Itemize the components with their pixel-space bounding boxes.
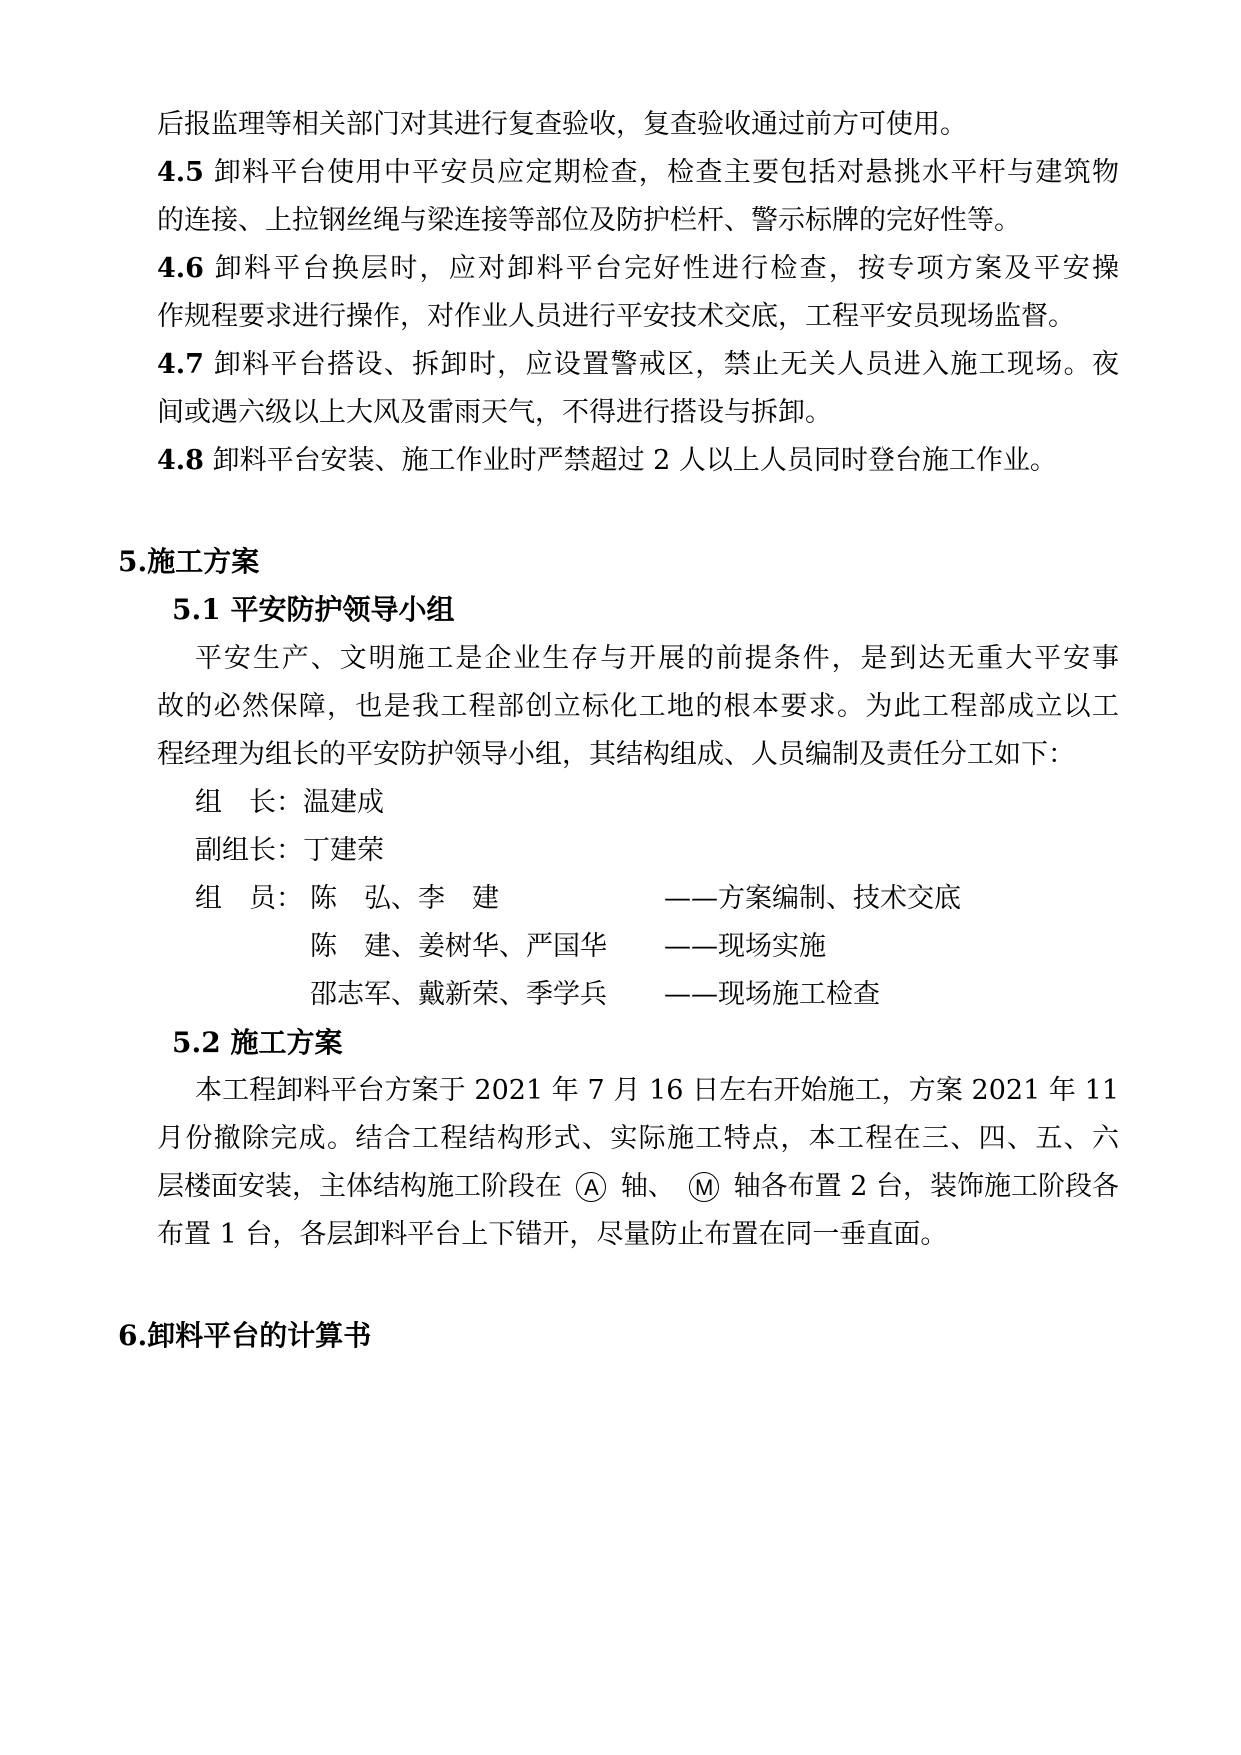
item-4-8-line1: 4.8 卸料平台安装、施工作业时严禁超过 2 人以上人员同时登台施工作业。: [157, 445, 1057, 476]
member-role: ——现场施工检查: [664, 979, 880, 1010]
member-row: [310, 882, 1010, 916]
item-4-6-line1: 4.6 卸料平台换层时，应对卸料平台完好性进行检查，按专项方案及平安操: [157, 253, 1119, 284]
axis-m-marker: M: [689, 1172, 719, 1202]
item-number: 4.6: [157, 253, 204, 284]
member-role: ——方案编制、技术交底: [664, 883, 961, 914]
axis-a-marker: A: [576, 1172, 606, 1202]
section5-2-para-line3: 层楼面安装，主体结构施工阶段在 A 轴、 M 轴各布置 2 台，装饰施工阶段各: [157, 1171, 1119, 1202]
section5-2-para-line1: 本工程卸料平台方案于 2021 年 7 月 16 日左右开始施工，方案 2021 年 11: [195, 1075, 1119, 1106]
item-number: 4.5: [157, 157, 204, 188]
item-4-5-line1: 4.5 卸料平台使用中平安员应定期检查，检查主要包括对悬挑水平杆与建筑物: [157, 157, 1119, 188]
member-names: 陈 建、姜树华、严国华: [310, 931, 607, 962]
item-4-6-line2: 作规程要求进行操作，对作业人员进行平安技术交底，工程平安员现场监督。: [157, 301, 1075, 332]
member-row: [310, 930, 1010, 964]
member-names: 邵志军、戴新荣、季学兵: [310, 979, 607, 1010]
member-names: 陈 弘、李 建: [310, 883, 499, 914]
item-4-5-line2: 的连接、上拉钢丝绳与梁连接等部位及防护栏杆、警示标牌的完好性等。: [157, 205, 1021, 236]
section5-title: 5.施工方案: [118, 545, 260, 578]
group-leader: 组 长：温建成: [195, 787, 384, 818]
item-number: 4.7: [157, 349, 204, 380]
group-members-label: 组 员：: [195, 883, 303, 914]
section5-2-para-line4: 布置 1 台，各层卸料平台上下错开，尽量防止布置在同一垂直面。: [157, 1219, 948, 1250]
member-row: [310, 978, 1010, 1012]
section5-2-para-line2: 月份撤除完成。结合工程结构形式、实际施工特点，本工程在三、四、五、六: [157, 1123, 1119, 1154]
item-4-7-line1: 4.7 卸料平台搭设、拆卸时，应设置警戒区，禁止无关人员进入施工现场。夜: [157, 349, 1119, 380]
item-4-7-line2: 间或遇六级以上大风及雷雨天气，不得进行搭设与拆卸。: [157, 397, 832, 428]
section5-1-para-line2: 故的必然保障，也是我工程部创立标化工地的根本要求。为此工程部成立以工: [157, 691, 1119, 722]
section5-1-para-line1: 平安生产、文明施工是企业生存与开展的前提条件，是到达无重大平安事: [195, 643, 1119, 674]
section6-title: 6.卸料平台的计算书: [118, 1319, 372, 1352]
member-role: ——现场实施: [664, 931, 826, 962]
section5-1-title: 5.1 平安防护领导小组: [172, 593, 455, 626]
item-number: 4.8: [157, 445, 204, 476]
section5-2-title: 5.2 施工方案: [172, 1026, 343, 1059]
section4-intro-line: 后报监理等相关部门对其进行复查验收，复查验收通过前方可使用。: [157, 109, 967, 140]
group-deputy: 副组长：丁建荣: [195, 835, 384, 866]
section5-1-para-line3: 程经理为组长的平安防护领导小组，其结构组成、人员编制及责任分工如下：: [157, 739, 1075, 770]
